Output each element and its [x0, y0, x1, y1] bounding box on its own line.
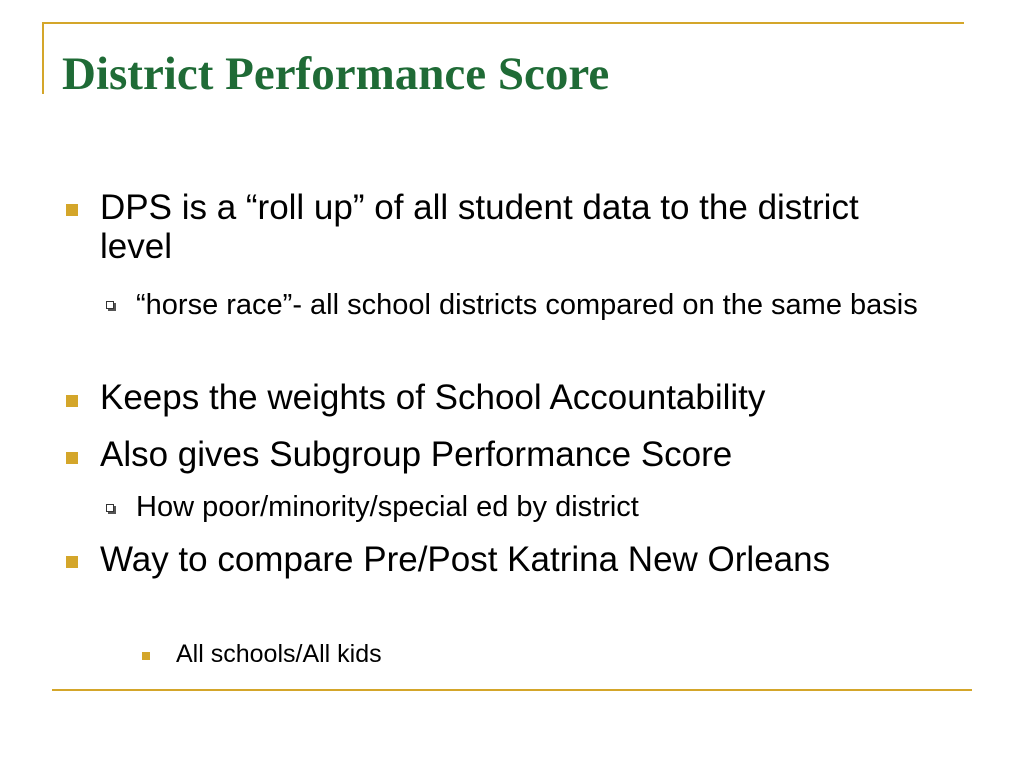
bullet-item: Also gives Subgroup Performance Score [100, 435, 733, 474]
square-bullet-icon [66, 452, 78, 464]
sub-sub-bullet-item: All schools/All kids [176, 640, 382, 668]
sub-bullet-item: “horse race”- all school districts compared on the same basis [136, 289, 918, 321]
top-left-vertical-rule [42, 22, 44, 94]
square-bullet-icon [142, 652, 150, 660]
hollow-square-bullet-icon [106, 504, 114, 512]
hollow-square-bullet-icon [106, 301, 114, 309]
slide-title: District Performance Score [62, 48, 610, 100]
top-horizontal-rule [42, 22, 964, 24]
square-bullet-icon [66, 204, 78, 216]
square-bullet-icon [66, 395, 78, 407]
bottom-horizontal-rule [52, 689, 972, 691]
bullet-item: DPS is a “roll up” of all student data to the district level [100, 188, 859, 266]
square-bullet-icon [66, 556, 78, 568]
bullet-item: Way to compare Pre/Post Katrina New Orleans [100, 540, 831, 579]
sub-bullet-item: How poor/minority/special ed by district [136, 491, 639, 523]
bullet-item: Keeps the weights of School Accountability [100, 378, 766, 417]
